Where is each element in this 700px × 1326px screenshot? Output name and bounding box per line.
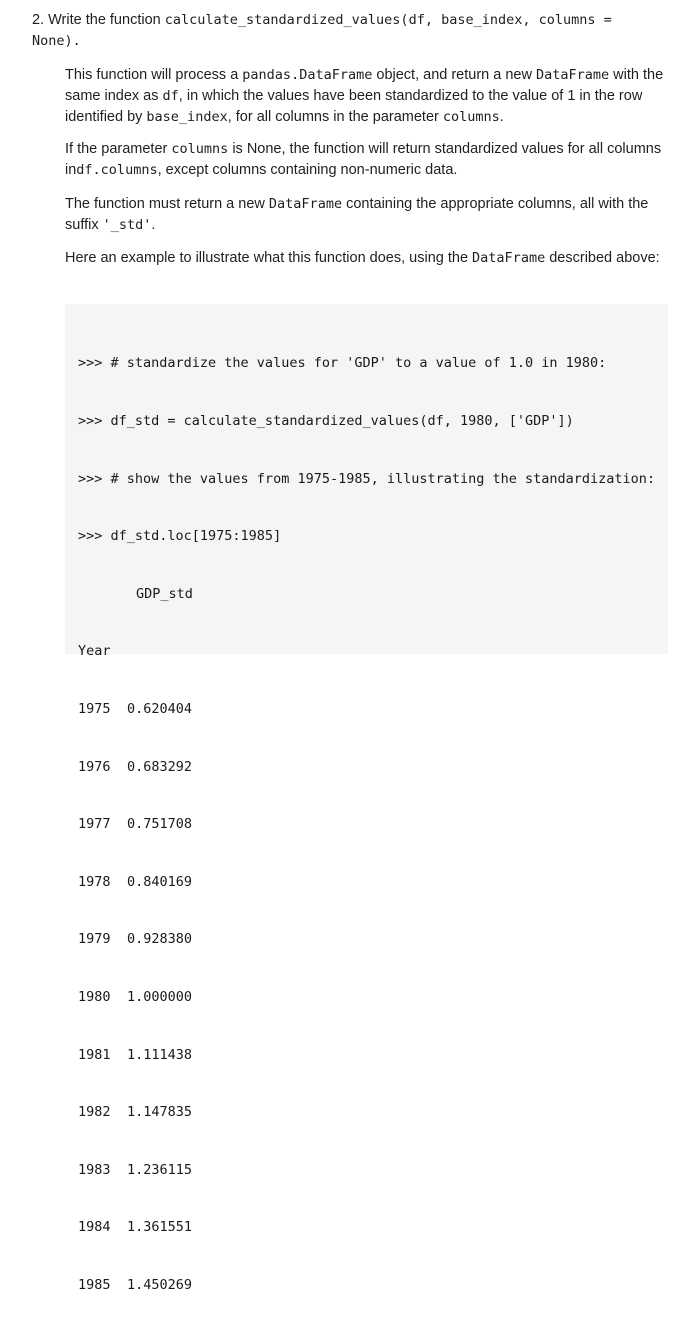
table-row (78, 873, 655, 892)
row-value: 1.450269 (127, 1276, 193, 1293)
function-signature: calculate_standardized_values(df, base_index, columns = (164, 12, 612, 28)
text: The function must return a new (65, 196, 265, 212)
table-row (78, 758, 655, 777)
question-intro: Write the function (48, 12, 161, 28)
row-year: 1982 (78, 1104, 111, 1121)
return-paragraph (65, 194, 675, 236)
question-number: 2. (32, 12, 45, 28)
row-value: 0.751708 (127, 816, 193, 833)
row-year: 1981 (78, 1046, 111, 1063)
text: , except columns containing non-numeric data. (157, 162, 458, 178)
inline-code: df (162, 88, 179, 104)
row-year: 1977 (78, 816, 111, 833)
text: Here an example to illustrate what this function does, using the (65, 250, 469, 266)
example-intro-paragraph (65, 248, 675, 269)
inline-code: columns (442, 109, 500, 125)
row-year: 1976 (78, 758, 111, 775)
row-year: 1980 (78, 988, 111, 1005)
text: , for all columns in the parameter (227, 109, 439, 125)
row-value: 1.147835 (127, 1104, 193, 1121)
inline-code: DataFrame (535, 67, 610, 83)
code-example-block (65, 304, 668, 1293)
inline-code: DataFrame (472, 250, 546, 266)
row-year: 1978 (78, 873, 111, 890)
inline-code: df.columns (76, 162, 158, 178)
text: object, and return a new (376, 67, 532, 83)
text: . (499, 109, 504, 125)
table-row (78, 988, 655, 1007)
text: This function will process a (65, 67, 239, 83)
row-value: 0.683292 (127, 758, 193, 775)
row-value: 0.620404 (127, 700, 193, 717)
question-header (32, 10, 672, 52)
row-year: 1985 (78, 1276, 111, 1293)
inline-code: columns (171, 141, 229, 157)
text: , in which the values have been standardized to the value of 1 in the row identified by (65, 88, 643, 125)
row-year: 1975 (78, 700, 111, 717)
inline-code: pandas.DataFrame (242, 67, 373, 83)
row-value: 1.361551 (127, 1219, 193, 1236)
row-value: 1.111438 (127, 1046, 193, 1063)
table-row (78, 930, 655, 949)
description-paragraph (65, 65, 675, 128)
code-line: >>> # show the values from 1975-1985, illustrating the standardization: (78, 470, 656, 487)
table-row (78, 700, 655, 719)
text: containing the appropriate columns, all with the suffix (65, 196, 649, 233)
table-row (78, 1103, 655, 1122)
row-year: 1983 (78, 1161, 111, 1178)
columns-none-paragraph (65, 139, 675, 181)
row-year: 1984 (78, 1219, 111, 1236)
table-row (78, 1218, 655, 1237)
code-lines (78, 316, 655, 1326)
table-row (78, 1046, 655, 1065)
code-line: >>> df_std.loc[1975:1985] (78, 528, 282, 545)
row-value: 0.840169 (127, 873, 193, 890)
inline-code: base_index (146, 109, 228, 125)
text: If the parameter (65, 141, 168, 157)
row-year: 1979 (78, 931, 111, 948)
row-value: 1.236115 (127, 1161, 193, 1178)
column-header: GDP_std (136, 585, 193, 602)
code-line: >>> # standardize the values for 'GDP' to a value of 1.0 in 1980: (78, 355, 607, 372)
table-row (78, 1276, 655, 1295)
text: described above: (549, 250, 660, 266)
text: is None, the function will return standardized values for all columns in (65, 141, 662, 178)
table-row (78, 1161, 655, 1180)
index-name: Year (78, 643, 111, 660)
row-value: 1.000000 (127, 988, 193, 1005)
inline-code: DataFrame (268, 196, 343, 212)
row-value: 0.928380 (127, 931, 193, 948)
table-row (78, 815, 655, 834)
text: with the same index as (65, 67, 664, 104)
code-line: >>> df_std = calculate_standardized_values(df, 1980, ['GDP']) (78, 413, 574, 429)
text: . (151, 217, 156, 233)
function-signature-end: None). (32, 33, 81, 49)
inline-code: '_std' (102, 217, 152, 233)
